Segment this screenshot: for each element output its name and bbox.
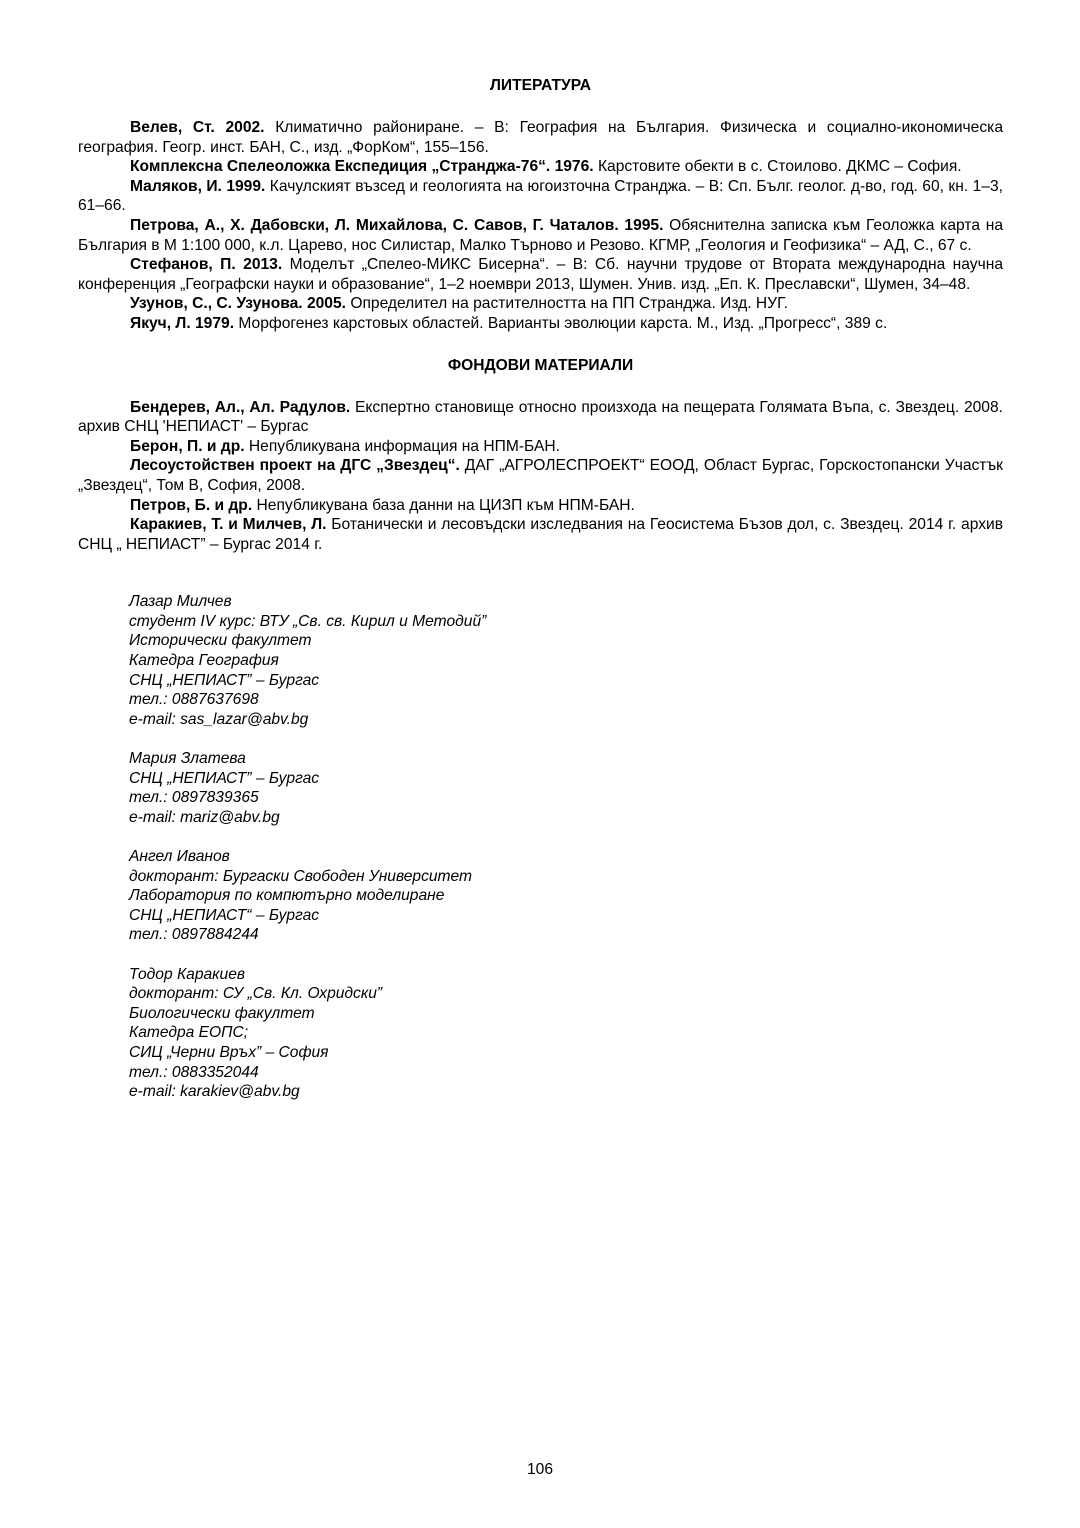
reference-authors: Якуч, Л. 1979. <box>130 314 235 332</box>
author-name: Лазар Милчев <box>129 593 232 611</box>
reference-authors: Каракиев, Т. и Милчев, Л. <box>130 516 327 534</box>
reference-item <box>78 456 1003 495</box>
reference-authors: Берон, П. и др. <box>130 437 245 455</box>
author-faculty: Исторически факултет <box>129 632 312 650</box>
literature-list <box>78 118 1003 334</box>
author-block <box>129 592 1003 729</box>
reference-authors: Бендерев, Ал., Ал. Радулов. <box>130 398 351 416</box>
reference-item <box>78 294 1003 314</box>
reference-authors: Петров, Б. и др. <box>130 496 253 514</box>
author-name: Ангел Иванов <box>129 848 230 865</box>
reference-item <box>78 437 1003 457</box>
reference-item <box>78 177 1003 216</box>
reference-item <box>78 255 1003 294</box>
reference-text: ДАГ „АГРОЛЕСПРОЕКТ“ ЕООД, Област Бургас, Горскостопански Участък „Звездец“, Том В, София, 2008. <box>78 457 1003 494</box>
reference-item <box>78 496 1003 516</box>
reference-authors: Лесоустойствен проект на ДГС „Звездец“. <box>130 457 460 475</box>
reference-item <box>78 314 1003 334</box>
author-affiliations <box>129 592 1003 1101</box>
reference-text: Морфогенез карстовых областей. Варианты эволюции карста. М., Изд. „Прогресс“, 389 с. <box>234 314 888 332</box>
reference-item <box>78 118 1003 157</box>
reference-text: Климатично райониране. – В: География на България. Физическа и социално-икономическа география. Геогр. инст. БАН, С., изд. „ФорКом“, 155–156. <box>78 119 1003 156</box>
author-department: Катедра ЕОПС; <box>129 1024 249 1042</box>
author-email: e-mail: sas_lazar@abv.bg <box>129 710 309 728</box>
author-phone: тел.: 0897839365 <box>129 789 259 807</box>
author-organization: СНЦ „НЕПИАСТ” – Бургас <box>129 671 320 689</box>
reference-text: Моделът „Спелео-МИКС Бисерна“. – В: Сб. научни трудове от Втората международна научна конференция „Географски науки и образование“, 1–2 ноември 2013, Шумен. Унив. изд. „Еп. К. Преславски“, Шумен, 34–48. <box>78 256 1003 293</box>
author-phone: тел.: 0887637698 <box>129 691 259 709</box>
author-organization: СНЦ „НЕПИАСТ” – Бургас <box>129 769 320 787</box>
author-faculty: Биологически факултет <box>129 1004 315 1022</box>
author-department: Лаборатория по компютърно моделиране <box>129 887 445 905</box>
reference-text: Експертно становище относно произхода на пещерата Голямата Въпа, с. Звездец. 2008. архив СНЦ 'НЕПИАСТ' – Бургас <box>78 398 1003 436</box>
reference-authors: Комплексна Спелеоложка Експедиция „Странджа-76“. 1976. <box>130 158 594 176</box>
reference-authors: Стефанов, П. 2013. <box>130 256 283 274</box>
author-name: Мария Златева <box>129 750 246 768</box>
reference-text: Обяснителна записка към Геоложка карта на България в М 1:100 000, к.л. Царево, нос Силистар, Малко Търново и Резово. КГМР, „Геология и Геофизика“ – АД, С., 67 с. <box>78 216 1003 254</box>
author-position: докторант: СУ „Св. Кл. Охридски” <box>129 985 383 1003</box>
reference-item <box>78 216 1003 255</box>
author-block <box>129 965 1003 1102</box>
reference-authors: Петрова, А., Х. Дабовски, Л. Михайлова, С. Савов, Г. Чаталов. 1995. <box>130 216 664 234</box>
author-department: Катедра География <box>129 652 279 670</box>
reference-text: Ботанически и лесовъдски изследвания на Геосистема Бъзов дол, с. Звездец. 2014 г. архив СНЦ „ НЕПИАСТ” – Бургас 2014 г. <box>78 516 1003 553</box>
author-email: e-mail: karakiev@abv.bg <box>129 1083 300 1101</box>
page-content <box>78 70 1003 1121</box>
author-block <box>129 847 1003 945</box>
reference-text: Карстовите обекти в с. Стоилово. ДКМС – София. <box>593 158 962 176</box>
fund-materials-list <box>78 398 1003 555</box>
author-phone: тел.: 0883352044 <box>129 1063 259 1081</box>
reference-authors: Маляков, И. 1999. <box>130 177 266 195</box>
page-number: 106 <box>526 1461 554 1478</box>
reference-authors: Велев, Ст. 2002. <box>130 119 265 136</box>
author-block <box>129 749 1003 827</box>
author-position: докторант: Бургаски Свободен Университет <box>129 867 473 885</box>
author-position: студент IV курс: ВТУ „Св. св. Кирил и Методий” <box>129 612 487 630</box>
reference-item <box>78 515 1003 554</box>
reference-text: Непубликувана информация на НПМ-БАН. <box>244 437 560 455</box>
literature-title: ЛИТЕРАТУРА <box>489 77 592 94</box>
author-email: e-mail: mariz@abv.bg <box>129 808 280 826</box>
author-phone: тел.: 0897884244 <box>129 926 259 944</box>
author-name: Тодор Каракиев <box>129 965 246 983</box>
reference-item <box>78 157 1003 177</box>
reference-authors: Узунов, С., С. Узунова. 2005. <box>130 295 346 313</box>
fund-materials-title: ФОНДОВИ МАТЕРИАЛИ <box>447 356 634 374</box>
reference-text: Непубликувана база данни на ЦИЗП към НПМ-БАН. <box>252 496 635 514</box>
reference-text: Определител на растителността на ПП Странджа. Изд. НУГ. <box>345 295 788 313</box>
reference-text: Качулският възсед и геологията на югоизточна Странджа. – В: Сп. Бълг. геолог. д-во, год. 60, кн. 1–3, 61–66. <box>78 177 1003 215</box>
author-organization: СНЦ „НЕПИАСТ“ – Бургас <box>129 906 320 924</box>
reference-item <box>78 398 1003 437</box>
author-organization: СИЦ „Черни Връх” – София <box>129 1043 329 1061</box>
